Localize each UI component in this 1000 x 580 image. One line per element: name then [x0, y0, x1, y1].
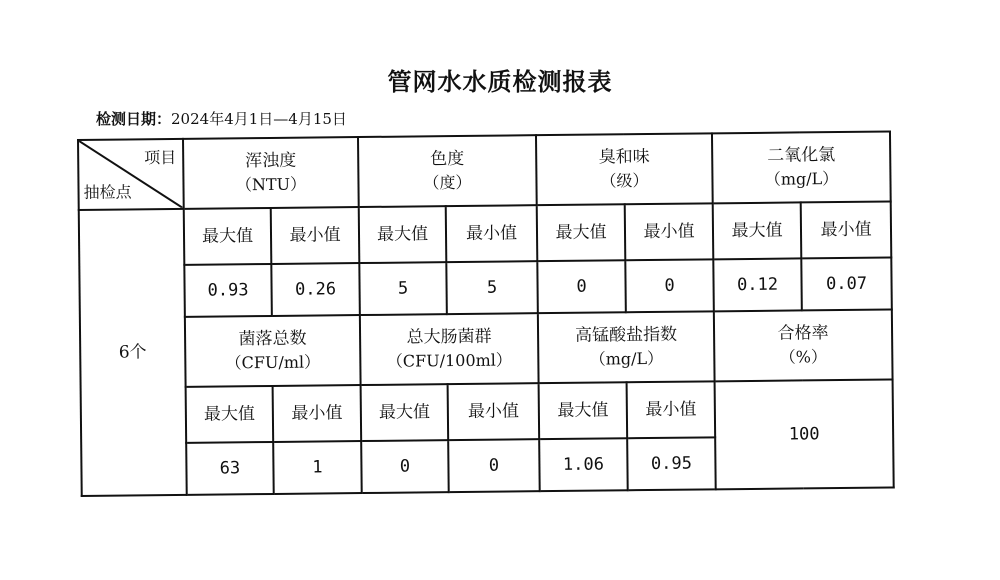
water-quality-table — [77, 130, 895, 497]
total-coliform-max-value: 0 — [361, 440, 449, 493]
chlorine-dioxide-name: 二氧化氯 — [767, 145, 836, 166]
max-label: 最大值 — [186, 386, 274, 443]
colony-count-min-value: 1 — [273, 441, 362, 494]
odor-unit: （级） — [600, 171, 649, 191]
min-label: 最小值 — [448, 383, 540, 440]
pass-rate-unit: （%） — [779, 347, 828, 367]
turbidity-min-value: 0.26 — [271, 263, 360, 316]
permanganate-index-name: 高锰酸盐指数 — [575, 324, 678, 346]
min-label: 最小值 — [801, 201, 892, 258]
report-title: 管网水水质检测报表 — [387, 68, 613, 96]
turbidity-max-value: 0.93 — [184, 264, 272, 317]
chlorine-dioxide-max-value: 0.12 — [713, 258, 802, 311]
pass-rate-header — [714, 309, 893, 381]
test-date — [96, 108, 347, 129]
pass-rate-value: 100 — [715, 379, 894, 489]
turbidity-unit: （NTU） — [235, 174, 307, 195]
max-label: 最大值 — [713, 202, 802, 259]
corner-point-label: 抽检点 — [83, 182, 132, 202]
permanganate-index-unit: （mg/L） — [589, 348, 664, 369]
chlorine-dioxide-min-value: 0.07 — [801, 257, 892, 310]
odor-max-value: 0 — [537, 260, 626, 313]
permanganate-index-min-value: 0.95 — [627, 437, 716, 490]
min-label: 最小值 — [271, 207, 360, 264]
min-label: 最小值 — [273, 385, 362, 442]
chroma-min-value: 5 — [446, 261, 538, 314]
chroma-header — [358, 135, 537, 207]
turbidity-name: 浑浊度 — [245, 150, 297, 172]
max-label: 最大值 — [537, 204, 626, 261]
colony-count-header — [185, 315, 361, 387]
date-value: 2024年4月1日—4月15日 — [171, 110, 347, 128]
chroma-max-value: 5 — [359, 262, 447, 315]
header-corner — [78, 139, 184, 210]
max-label: 最大值 — [359, 206, 447, 263]
pass-rate-name: 合格率 — [777, 323, 829, 344]
sample-points-cell: 6个 — [79, 209, 187, 496]
min-label: 最小值 — [446, 205, 538, 262]
min-label: 最小值 — [627, 381, 716, 438]
chlorine-dioxide-unit: （mg/L） — [764, 169, 839, 189]
max-label: 最大值 — [539, 382, 628, 439]
total-coliform-unit: （CFU/100ml） — [386, 350, 512, 371]
chlorine-dioxide-header — [712, 131, 891, 203]
odor-header — [536, 133, 713, 205]
corner-item-label: 项目 — [144, 147, 177, 168]
colony-count-name: 菌落总数 — [238, 328, 307, 350]
turbidity-header — [183, 137, 359, 209]
colony-count-max-value: 63 — [186, 442, 274, 495]
odor-name: 臭和味 — [598, 147, 650, 168]
date-label: 检测日期： — [96, 110, 172, 128]
chroma-unit: （度） — [423, 172, 472, 193]
total-coliform-name: 总大肠菌群 — [406, 326, 492, 348]
permanganate-index-max-value: 1.06 — [539, 438, 628, 491]
odor-min-value: 0 — [625, 259, 714, 312]
permanganate-index-header — [538, 311, 715, 383]
max-label: 最大值 — [184, 208, 272, 265]
min-label: 最小值 — [625, 203, 714, 260]
colony-count-unit: （CFU/ml） — [225, 352, 321, 373]
total-coliform-header — [360, 313, 539, 385]
chroma-name: 色度 — [430, 148, 465, 170]
max-label: 最大值 — [361, 384, 449, 441]
total-coliform-min-value: 0 — [448, 439, 540, 492]
